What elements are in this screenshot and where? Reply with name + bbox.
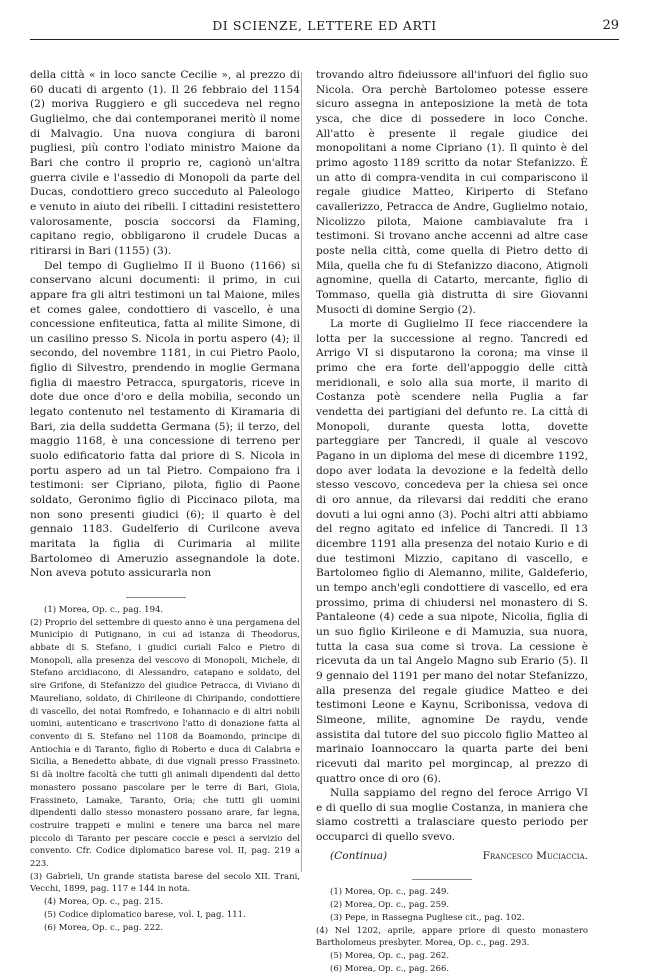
author-signature: Francesco Muciaccia. — [482, 849, 588, 862]
header-rule — [30, 39, 619, 40]
continua-note: (Continua) — [330, 849, 388, 862]
page-number: 29 — [602, 18, 619, 33]
footnote-item: (5) Morea, Op. c., pag. 262. — [330, 950, 450, 961]
right-paragraph-3: Nulla sappiamo del regno del feroce Arrigo VI e di quello di sua moglie Costanza, in maniera che siamo costretti a tralasciare questo periodo per occuparci di quello svevo. — [316, 787, 588, 844]
right-paragraph-2: La morte di Guglielmo II fece riaccendere la lotta per la successione al regno. Tancredi ed Arrigo VI si disputarono la corona; ma vinse il primo che era forte dell'appoggio delle città meridionali, e solo alla sua morte, il marito di Costanza potè scendere nella Puglia a far vendetta dei partigiani del defunto re. La città di Monopoli, durante questa lotta, dovette parteggiare per Tancredi, il quale al vescovo Pagano in un diploma del mese di dicembre 1192, dopo aver lodata la devozione e la fedeltà dello stesso vescovo, concedeva per la chiesa sei once di oro annue, da rilevarsi dai redditi che erano dovuti a lui ogni anno (3). Pochi altri atti abbiamo del regno agitato ed infelice di Tancredi. Il 13 dicembre 1191 alla presenza del notaio Kurio e di due testimoni Mizzio, capitano di vascello, e Bartolomeo figlio di Alemanno, milite, Galdeferio, un tempo anch'egli condottiere di vascello, ed era prossimo, prima di chiudersi nel monastero di S. Pantaleone (4) cede a sua nipote, Nicolia, figlia di un suo figlio Kirileone e di Mamuzia, sua nuora, tutta la casa sua come si trova. La cessione è ricevuta da un tal Angelo Magno sub Erario (5). Il 9 gennaio del 1191 per mano del notar Stefanizzo, alla presenza del regale giudice Matteo e dei testimoni Leone e Kaynu, Scribonissa, vedova di Simeone, milite, agnomine De raydu, vende assistita dal tutore del suo piccolo figlio Matteo al marinaio Ioannoccaro la quarta parte dei beni ricevuti dal marito pel morgincap, al prezzo di quattro once di oro (6). — [316, 318, 588, 785]
footnote-item: (3) Gabrieli, Un grande statista barese del secolo XII. Trani, Vecchi, 1899, pag. 117 e 144 in nota. — [30, 871, 300, 895]
footnote-item: (3) Pepe, in Rassegna Pugliese cit., pag. 102. — [330, 912, 525, 923]
footnote-item: (6) Morea, Op. c., pag. 222. — [44, 922, 164, 933]
footnote-item: (1) Morea, Op. c., pag. 249. — [330, 887, 450, 898]
footnote-item: (2) Proprio del settembre di questo anno è una pergamena del Municipio di Putignano, in cui ad istanza di Theodorus, abbate di S. Stefano, i giudici curiali Falco e Pietro di Monopoli, alla presenza del vescovo di Monopoli, Michele, di Stefano arcidiacono, di Alessandro, catapano e soldato, del sire Grifone, di Stefanizzo del giudice Petracca, di Viviano di Maureliano, soldato, di Chirileone di Chiripando, condottiere di vascello, dei notai Romfredo, e Iohannacio e di altri nobili uomini, autenticano e trascrivono l'atto di donazione fatta al convento di S. Stefano nel 1108 da Boamondo, principe di Antiochia e di Taranto, figlio di Roberto e duca di Calabria e Sicilia, a Benedetto abbate, di due vignali presso Frassineto. Si dà inoltre facoltà che tutti gli animali dipendenti dal detto monastero possano pascolare per le terre di Bari, Gioia, Frassineto, Lamake, Taranto, Oria; che tutti gli uomini dipendenti dallo stesso monastero possano arare, far legna, costruire trappeti e mulini e tenere una barca nel mare piccolo di Taranto per pescare coccie e pesci a servizio del convento. Cfr. Codice diplomatico barese vol. II, pag. 219 a 223. — [30, 617, 300, 870]
right-paragraph-1: trovando altro fideiussore all'infuori del figlio suo Nicola. Ora perchè Bartolomeo potesse essere sicuro assegna in anteposizione la metà de tota ysca, che dice di possedere in loco Conche. All'atto è presente il regale giudice dei monopolitani a nome Cipriano (1). Il quinto è del primo agosto 1189 scritto da notar Stefanizzo. È un atto di compra-vendita in cui compariscono il regale giudice Matteo, Kiriperto di Stefano cavallerizzo, Petracca de Andre, Guglielmo notaio, Nicolizzo pilota, Maione cambiavalute fra i testimoni. Si trovano anche accenni ad altre case poste nella città, come quella di Pietro detto di Mila, quella che fu di Stefanizzo diacono, Atignoli agnomine, quella di Catarto, mercante, figlio di Tommaso, quella già distrutta di sire Giovanni Musocti di domine Sergio (2). — [316, 69, 588, 316]
left-column — [30, 68, 300, 934]
footnote-item: (5) Codice diplomatico barese, vol. I, pag. 111. — [44, 909, 246, 920]
running-header — [30, 18, 619, 40]
footnote-item: (6) Morea, Op. c., pag. 266. — [330, 963, 450, 974]
column-divider — [301, 72, 302, 872]
right-column — [316, 68, 588, 975]
footnote-item: (4) Morea, Op. c., pag. 215. — [44, 897, 164, 908]
footnote-item: (4) Nel 1202, aprile, appare priore di questo monastero Bartholomeus presbyter. Morea, Op. c., pag. 293. — [316, 925, 588, 949]
footnote-separator — [126, 597, 186, 598]
footnote-separator — [412, 879, 472, 880]
left-paragraph-1: della città « in loco sancte Cecilie », al prezzo di 60 ducati di argento (1). Il 26 febbraio del 1154 (2) moriva Ruggiero e gli succedeva nel regno Guglielmo, che dai contemporanei meritò il nome di Malvagio. Una nuova congiura di baroni pugliesi, più contro l'odiato ministro Maione da Bari che contro il proprio re, cagionò un'altra guerra civile e l'assedio di Monopoli da parte del Ducas, condottiero greco succeduto al Paleologo e venuto in aiuto dei ribelli. I cittadini resistettero valorosamente, poscia soccorsi da Flaming, capitano regio, obbligarono il crudele Ducas a ritirarsi in Bari (1155) (3). — [30, 69, 300, 257]
running-title: DI SCIENZE, LETTERE ED ARTI — [212, 18, 437, 33]
footnote-item: (2) Morea, Op. c., pag. 259. — [330, 900, 450, 911]
left-footnotes — [30, 604, 300, 934]
signature-row — [316, 849, 588, 864]
footnote-item: (1) Morea, Op. c., pag. 194. — [44, 604, 164, 615]
left-paragraph-2: Del tempo di Guglielmo II il Buono (1166) si conservano alcuni documenti: il primo, in cui appare fra gli altri testimoni un tal Maione, miles et comes galee, condottiero di vascello, è una concessione enfiteutica, fatta al milite Simone, di un casilino presso S. Nicola in portu aspero (4); il secondo, del novembre 1181, in cui Pietro Paolo, figlio di Silvestro, prendendo in moglie Germana figlia di maestro Petracca, spurgatoris, riceve in dote due once d'oro e della mobilia, secondo un legato contenuto nel testamento di Kiramaria di Bari, zia della suddetta Germana (5); il terzo, del maggio 1168, è una concessione di terreno per suolo edificatorio fatta dal priore di S. Nicola in portu aspero ad un tal Pietro. Compaiono fra i testimoni: ser Cipriano, pilota, figlio di Paone soldato, Geronimo figlio di Piccinaco pilota, ma non sono presenti giudici (6); il quarto è del gennaio 1183. Gudelferio di Curilcone aveva maritata la figlia di Curimaria al milite Bartolomeo di Ameruzio assegnandole la dote. Non aveva potuto assicurarla non — [30, 259, 300, 580]
